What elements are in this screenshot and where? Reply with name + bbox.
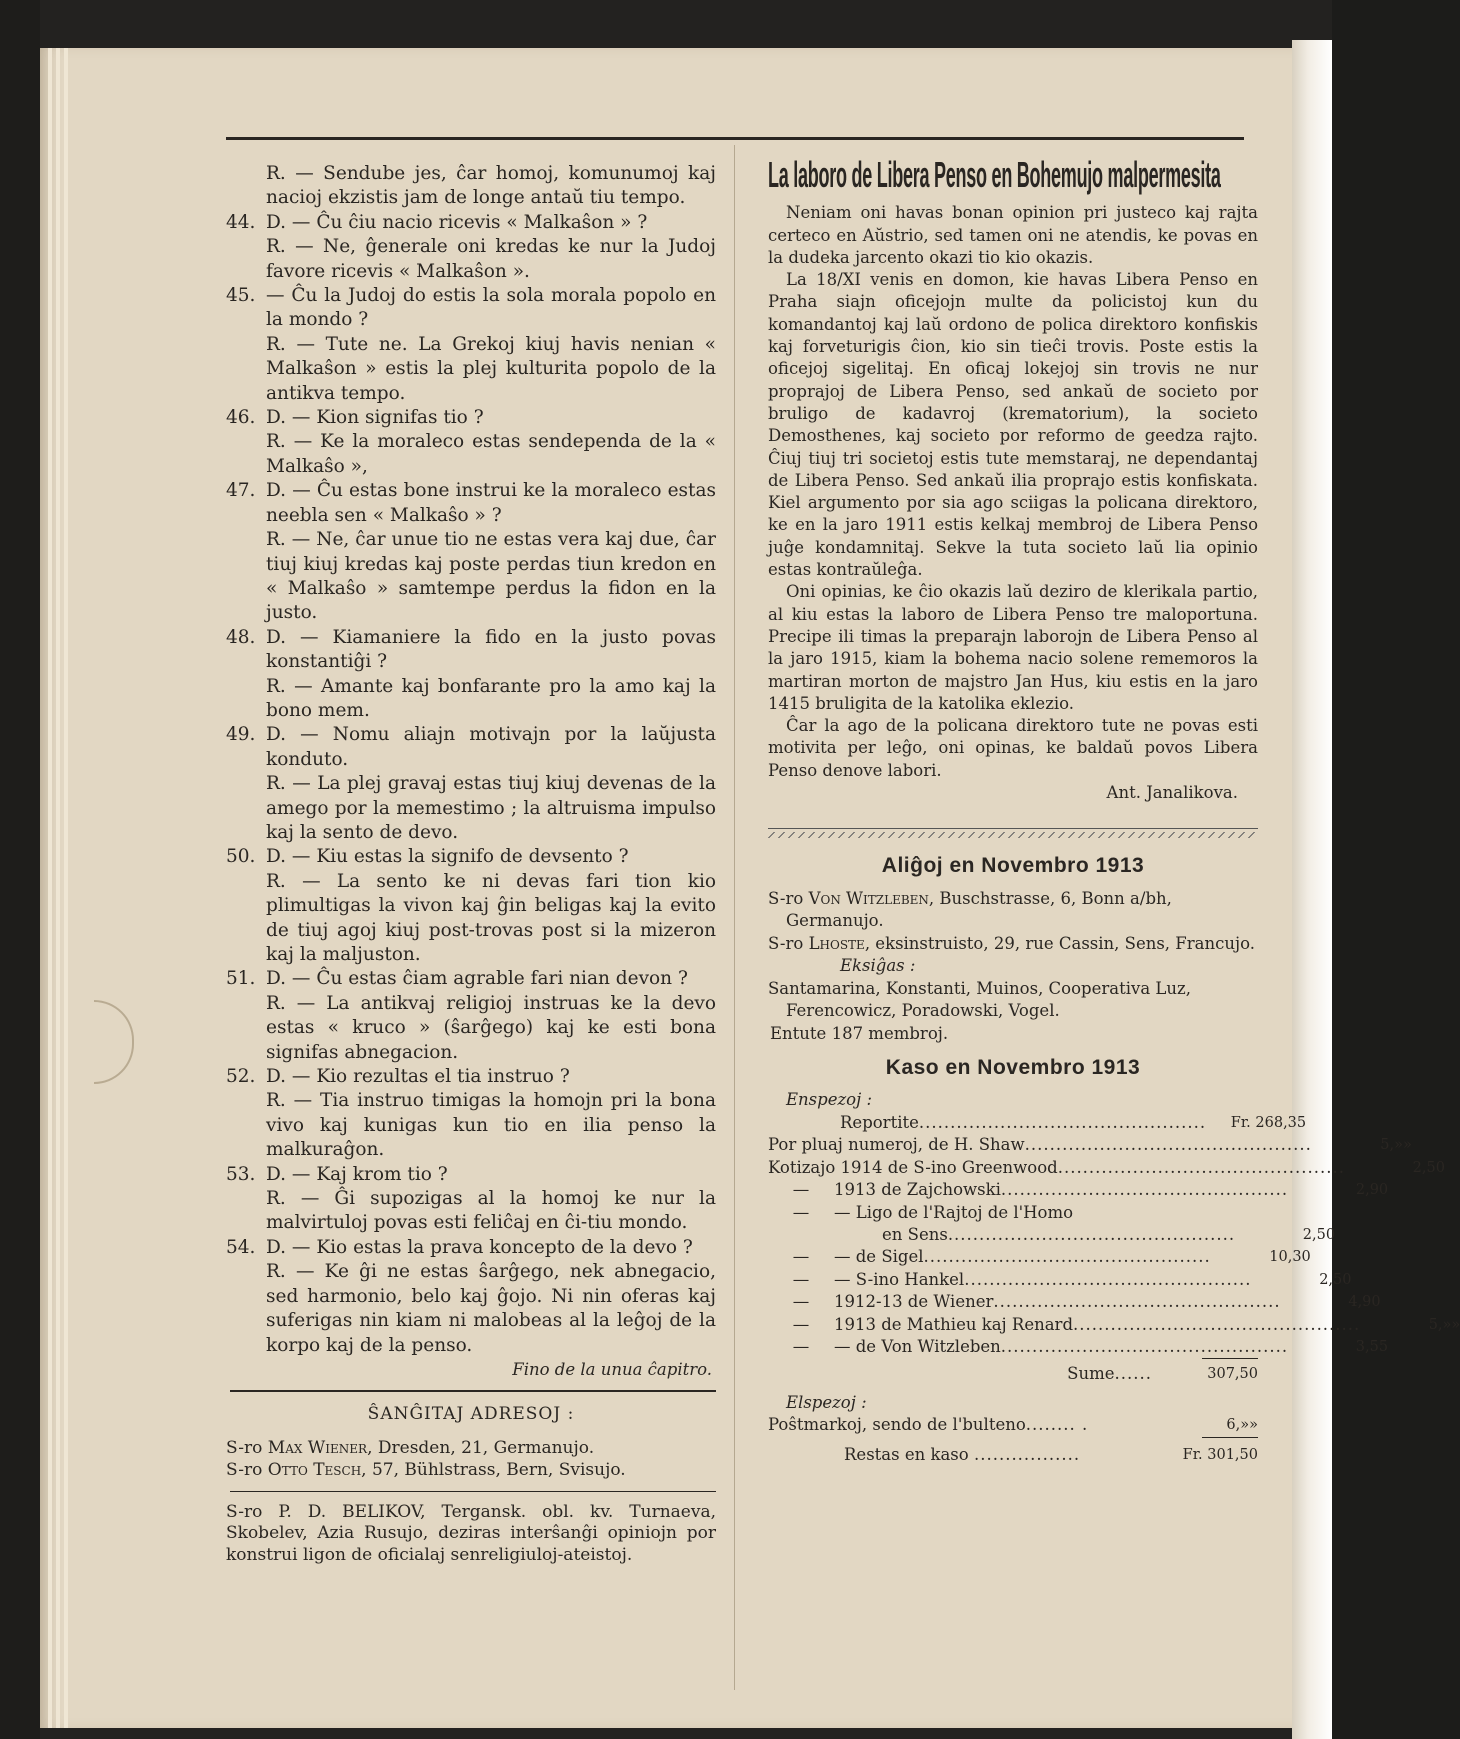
qa-item [226,1236,716,1260]
changed-addresses-title: ŜANĜITAJ ADRESOJ : [367,1404,575,1425]
qa-text: D. — Kiu estas la signifo de devsento ? [266,846,629,868]
qa-text: R. — Amante kaj bonfarante pro la amo kaj la bono mem. [266,675,716,721]
income-desc: — S-ino Hankel [834,1269,965,1289]
income-row [768,1112,1307,1134]
scanner-left-margin [0,0,40,1739]
section-rule [230,1390,716,1392]
qa-item [226,723,716,772]
member-prefix: S-ro [768,933,804,953]
member-entry [768,933,1258,956]
qa-item [226,1187,716,1236]
member-rest: , Buschstrasse, 6, Bonn a/bh, Germanujo. [786,888,1172,931]
income-desc: 1913 de Mathieu kaj Renard [834,1314,1074,1334]
qa-number: 47. [226,480,256,502]
qa-number [226,1089,266,1162]
enspezoj-label: Enspezoj : [786,1090,873,1110]
member-name: Von Witzleben [808,888,929,908]
expense-amount: 6,»» [1226,1417,1258,1434]
qa-number: 45. [226,285,256,307]
qa-item [226,626,716,675]
header-rule [226,137,1244,140]
balance-label: Restas en kaso [844,1444,969,1464]
leader-dots: .............................................. [1000,1180,1289,1200]
leader-dots: ................. [973,1444,1081,1464]
wavy-divider [768,828,1258,843]
ditto-dash: — [792,1202,810,1222]
address-line [226,1459,716,1481]
leader-dots: .............................................. [1073,1314,1361,1334]
ditto-dash: — [792,1336,810,1356]
income-amount: 4,90 [1348,1294,1381,1311]
member-rest: , eksinstruisto, 29, rue Cassin, Sens, Francujo. [864,933,1255,953]
qa-item [226,211,716,235]
leader-dots: ........ . [1025,1415,1089,1435]
qa-number [226,870,266,968]
qa-item [226,675,716,724]
qa-text: R. — Ne, ĝenerale oni kredas ke nur la Judoj favore ricevis « Malkaŝon ». [266,236,716,282]
qa-number: 51. [226,968,256,990]
qa-number [226,1260,266,1358]
leader-dots: .............................................. [918,1112,1207,1132]
qa-number [226,162,266,211]
ditto-dash: — [792,1292,810,1312]
expense-desc: Poŝtmarkoj, sendo de l'bulteno [768,1415,1026,1435]
sum-label: Sume [1067,1364,1115,1384]
qa-text: D. — Ĉu estas ĉiam agrable fari nian devon ? [266,968,688,990]
qa-item [226,1065,716,1089]
qa-number [226,528,266,626]
qa-item [226,284,716,333]
income-amount: 2,90 [1355,1182,1389,1199]
section-rule [230,1491,716,1492]
income-row [768,1202,1258,1224]
qa-text: D. — Kio rezultas el tia instruo ? [266,1066,570,1088]
qa-text: D. — Nomu aliajn motivajn por la laŭjusta konduto. [266,724,716,770]
qa-text: D. — Kion signifas tio ? [266,407,484,429]
income-row [768,1134,1412,1156]
qa-text: D. — Ĉu ĉiu nacio ricevis « Malkaŝon » ? [266,211,648,233]
leader-dots: ...... [1114,1364,1152,1384]
kaso-title: Kaso en Novembro 1913 [885,1056,1141,1080]
left-column [226,162,716,1566]
leader-dots: .............................................. [1024,1135,1312,1155]
elspezoj-label: Elspezoj : [786,1392,867,1412]
income-amount: 5,»» [1428,1316,1460,1333]
income-row [768,1224,1336,1246]
eksigas-names: Santamarina, Konstanti, Muinos, Cooperativa Luz, Ferencowicz, Poradowski, Vogel. [768,978,1191,1021]
chapter-end: Fino de la unua ĉapitro. [512,1359,712,1379]
qa-item [226,992,716,1065]
qa-text: R. — La sento ke ni devas fari tion kio plimultigas la vivon kaj ĝin beligas kaj la evito de tiuj agoj kiuj post-trovas post si la mizeron kaj la maljuston. [266,870,716,965]
page-edge [48,48,52,1728]
qa-item [226,967,716,991]
qa-text: R. — Tute ne. La Grekoj kiuj havis nenian « Malkaŝon » estis la plej kulturita popolo de la antikva tempo. [266,333,716,404]
page-edge [64,48,68,1728]
eksigas-label: Eksiĝas : [840,956,916,976]
qa-number [226,235,266,284]
page-edge [56,48,60,1728]
income-row [768,1291,1381,1313]
qa-text: R. — La plej gravaj estas tiuj kiuj devenas de la amego por la memestimo ; la altruisma impulso kaj la sento de devo. [266,773,716,843]
income-desc: 1913 de Zajchowski [834,1180,1001,1200]
income-desc: 1912-13 de Wiener [834,1292,994,1312]
qa-number: 48. [226,626,256,648]
sum-amount: 307,50 [1207,1366,1258,1383]
aligoj-title: Aliĝoj en Novembro 1913 [881,854,1145,878]
qa-item [226,1089,716,1162]
leader-dots: .............................................. [1057,1157,1345,1177]
balance-amount: Fr. 301,50 [1182,1446,1258,1463]
member-prefix: S-ro [768,888,804,908]
income-ledger [768,1112,1460,1358]
qa-text: — Ĉu la Judoj do estis la sola morala popolo en la mondo ? [266,285,716,331]
qa-text: R. — Sendube jes, ĉar homoj, komunumoj kaj nacioj ekzistis jam de longe antaŭ tiu tempo. [266,163,716,209]
leader-dots: .............................................. [964,1269,1252,1289]
income-row [768,1179,1389,1201]
article-body [768,202,1258,782]
leader-dots: .............................................. [923,1247,1211,1267]
qa-number: 44. [226,211,256,233]
income-amount: 2,50 [1302,1226,1336,1243]
income-amount: 3,55 [1355,1338,1389,1355]
qa-item [226,1163,716,1187]
qa-number [226,675,266,724]
belikov-notice: S-ro P. D. BELIKOV, Tergansk. obl. kv. Turnaeva, Skobelev, Azia Rusujo, deziras interŝanĝi opiniojn por konstrui ligon de oficialaj senreligiuloj-ateistoj. [226,1501,716,1565]
qa-item [226,162,716,211]
qa-text: D. — Ĉu estas bone instrui ke la moraleco estas neebla sen « Malkaŝo » ? [266,480,716,526]
address-name: Max Wiener [267,1437,368,1458]
qa-text: R. — Ke ĝi ne estas ŝarĝego, nek abnegacio, sed harmonio, belo kaj ĝojo. Ni nin oferas kaj suferigas nin kiam ni malobeas al la leĝoj de la korpo kaj de la penso. [266,1261,716,1356]
qa-number: 54. [226,1236,256,1258]
income-row [768,1157,1445,1179]
qa-item [226,235,716,284]
sum-rule [1202,1358,1258,1359]
right-page-strip [1292,40,1332,1739]
qa-item [226,333,716,406]
right-column [768,154,1460,1466]
qa-number: 50. [226,846,256,868]
qa-item [226,479,716,528]
income-row [768,1269,1352,1291]
qa-item [226,430,716,479]
qa-text: R. — Ne, ĉar unue tio ne estas vera kaj due, ĉar tiuj kiuj kredas kaj poste perdas tiun kredon en « Malkaŝo » samtempe perdus la fidon en la justo. [266,529,716,624]
leader-dots: .............................................. [1000,1336,1289,1356]
catechism-list [226,162,716,1358]
address-name: Otto Tesch [267,1459,362,1480]
article-headline: La laboro de Libera Penso en Bohemujo malpermesita [768,154,1221,195]
qa-number: 52. [226,1066,256,1088]
ditto-dash: — [792,1314,810,1334]
expense-row [768,1414,1258,1436]
qa-number: 49. [226,724,256,746]
income-row [768,1246,1311,1268]
sum-rule [1202,1437,1258,1438]
income-amount: 2,50 [1412,1159,1445,1176]
income-row [768,1336,1389,1358]
income-desc: Reportite [840,1112,919,1132]
qa-number [226,430,266,479]
income-desc: — Ligo de l'Rajtoj de l'Homo [834,1202,1074,1222]
income-amount: 5,»» [1380,1137,1412,1154]
income-amount: Fr. 268,35 [1230,1114,1307,1131]
address-rest: , Dresden, 21, Germanujo. [367,1437,595,1458]
ditto-dash: — [792,1247,810,1267]
address-line [226,1437,716,1459]
qa-text: D. — Kaj krom tio ? [266,1163,448,1185]
income-row [768,1314,1460,1336]
article-paragraph: Ĉar la ago de la policana direktoro tute ne povas esti motivita per leĝo, oni opinas, ke baldaŭ povos Libera Penso denove labori. [768,716,1258,780]
article-paragraph: La 18/XI venis en domon, kie havas Libera Penso en Praha siajn oficejojn multe da policistoj kun du komandantoj kaj laŭ ordono de polica direktoro konfiskis kaj forveturigis ĉion, kio sin tieĉi trovis. Poste estis la oficejoj sigelitaj. En oficaj lokejoj sin trovis ne nur proprajoj de Libera Penso, sed ankaŭ de societo por bruligo de kadavroj (krematorium), la societo Demosthenes, kaj societo por reformo de geedza rajto. Ĉiuj tiuj tri societoj estis tute memstaraj, ne dependantaj de Libera Penso. Sed ankaŭ ilia proprajo estis konfiskata. Kiel argumento por sia ago sciigas la policana direktoro, ke en la jaro 1911 estis kelkaj membroj de Libera Penso juĝe kondamnitaj. Sekve la tuta societo laŭ lia opinio estas kontraŭleĝa. [768,270,1258,580]
income-desc: — de Von Witzleben [834,1336,1001,1356]
leader-dots: .............................................. [993,1292,1281,1312]
address-prefix: S-ro [226,1459,263,1480]
qa-text: D. — Kiamaniere la fido en la justo povas konstantiĝi ? [266,626,716,673]
income-desc: Por pluaj numeroj, de H. Shaw [768,1135,1025,1155]
address-prefix: S-ro [226,1437,263,1458]
member-total: Entute 187 membroj. [770,1023,949,1043]
qa-text: R. — Tia instruo timigas la homojn pri la bona vivo kaj kunigas kun tio en ilia penso la malkuraĝon. [266,1090,716,1161]
qa-number [226,772,266,845]
qa-text: R. — Ĝi supozigas al la homoj ke nur la malvirtuloj povas esti feliĉaj en ĉi-tiu mondo. [266,1188,716,1234]
income-amount: 2,50 [1319,1271,1352,1288]
article-paragraph: Oni opinias, ke ĉio okazis laŭ deziro de klerikala partio, al kiu estas la laboro de Libera Penso tre maloportuna. Precipe ili timas la preparajn laborojn de Libera Penso al la jaro 1915, kiam la bohema nacio solene rememoros la martiran morton de majstro Jan Hus, kiu estis en la jaro 1415 bruligita de la katolika eklezio. [768,582,1258,713]
qa-item [226,845,716,869]
qa-item [226,772,716,845]
qa-item [226,1260,716,1358]
qa-text: R. — La antikvaj religioj instruas ke la devo estas « kruco » (ŝarĝego) kaj ke esti bona signifas abnegacion. [266,992,716,1063]
address-rest: , 57, Bühlstrass, Bern, Svisujo. [361,1459,626,1480]
qa-number: 46. [226,407,256,429]
qa-number: 53. [226,1163,256,1185]
sum-row [768,1363,1258,1385]
article-signature: Ant. Janalikova. [1106,783,1238,803]
qa-item [226,528,716,626]
income-desc: — de Sigel [834,1247,924,1267]
qa-item [226,870,716,968]
qa-number [226,992,266,1065]
leader-dots: .............................................. [947,1224,1236,1244]
ditto-dash: — [792,1180,810,1200]
income-desc: Kotizajo 1914 de S-ino Greenwood [768,1157,1058,1177]
member-name: Lhoste [808,933,865,953]
article-paragraph: Neniam oni havas bonan opinion pri justeco kaj rajta certeco en Aŭstrio, sed tamen oni ne atendis, ke povas en la dudeka jarcento okazi tio kio okazis. [768,203,1258,267]
qa-number [226,1187,266,1236]
income-amount: 10,30 [1269,1249,1311,1266]
column-divider [734,145,735,1690]
qa-text: D. — Kio estas la prava koncepto de la devo ? [266,1236,693,1258]
income-desc: en Sens [882,1224,948,1244]
ditto-dash: — [792,1269,810,1289]
balance-row [768,1444,1258,1466]
qa-item [226,406,716,430]
qa-text: R. — Ke la moraleco estas sendependa de la « Malkaŝo », [266,431,716,477]
member-entry [768,888,1258,933]
qa-number [226,333,266,406]
